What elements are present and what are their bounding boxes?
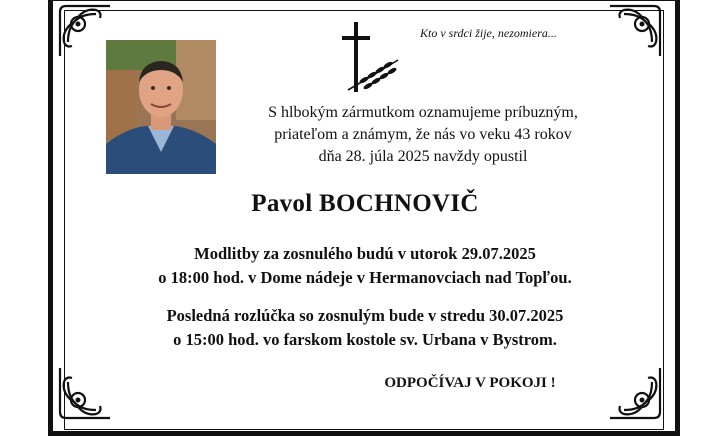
announcement-line: S hlbokým zármutkom oznamujeme príbuzným, <box>268 104 578 121</box>
last-name: BOCHNOVIČ <box>319 190 479 217</box>
farewell-line: o 15:00 hod. vo farskom kostole sv. Urbana v Bystrom. <box>173 330 557 349</box>
prayers-line: Modlitby za zosnulého budú v utorok 29.07.2025 <box>194 244 536 263</box>
announcement-text <box>232 102 614 168</box>
farewell-line: Posledná rozlúčka so zosnulým bude v stredu 30.07.2025 <box>166 306 564 325</box>
cross-with-wheat-icon <box>334 20 406 96</box>
corner-ornament-bottom-left <box>56 364 114 422</box>
motto-text: Kto v srdci žije, nezomiera... <box>420 26 557 40</box>
announcement-line: priateľom a známym, že nás vo veku 43 rokov <box>274 126 572 143</box>
first-name: Pavol <box>251 190 313 217</box>
farewell-info <box>70 304 660 352</box>
portrait-photo <box>106 40 216 174</box>
prayers-info <box>70 242 660 290</box>
deceased-name <box>120 190 610 218</box>
closing-text: ODPOČÍVAJ V POKOJI ! <box>384 375 556 391</box>
prayers-line: o 18:00 hod. v Dome nádeje v Hermanovciach nad Topľou. <box>158 268 572 287</box>
announcement-line: dňa 28. júla 2025 navždy opustil <box>318 148 528 165</box>
corner-ornament-bottom-right <box>606 364 664 422</box>
